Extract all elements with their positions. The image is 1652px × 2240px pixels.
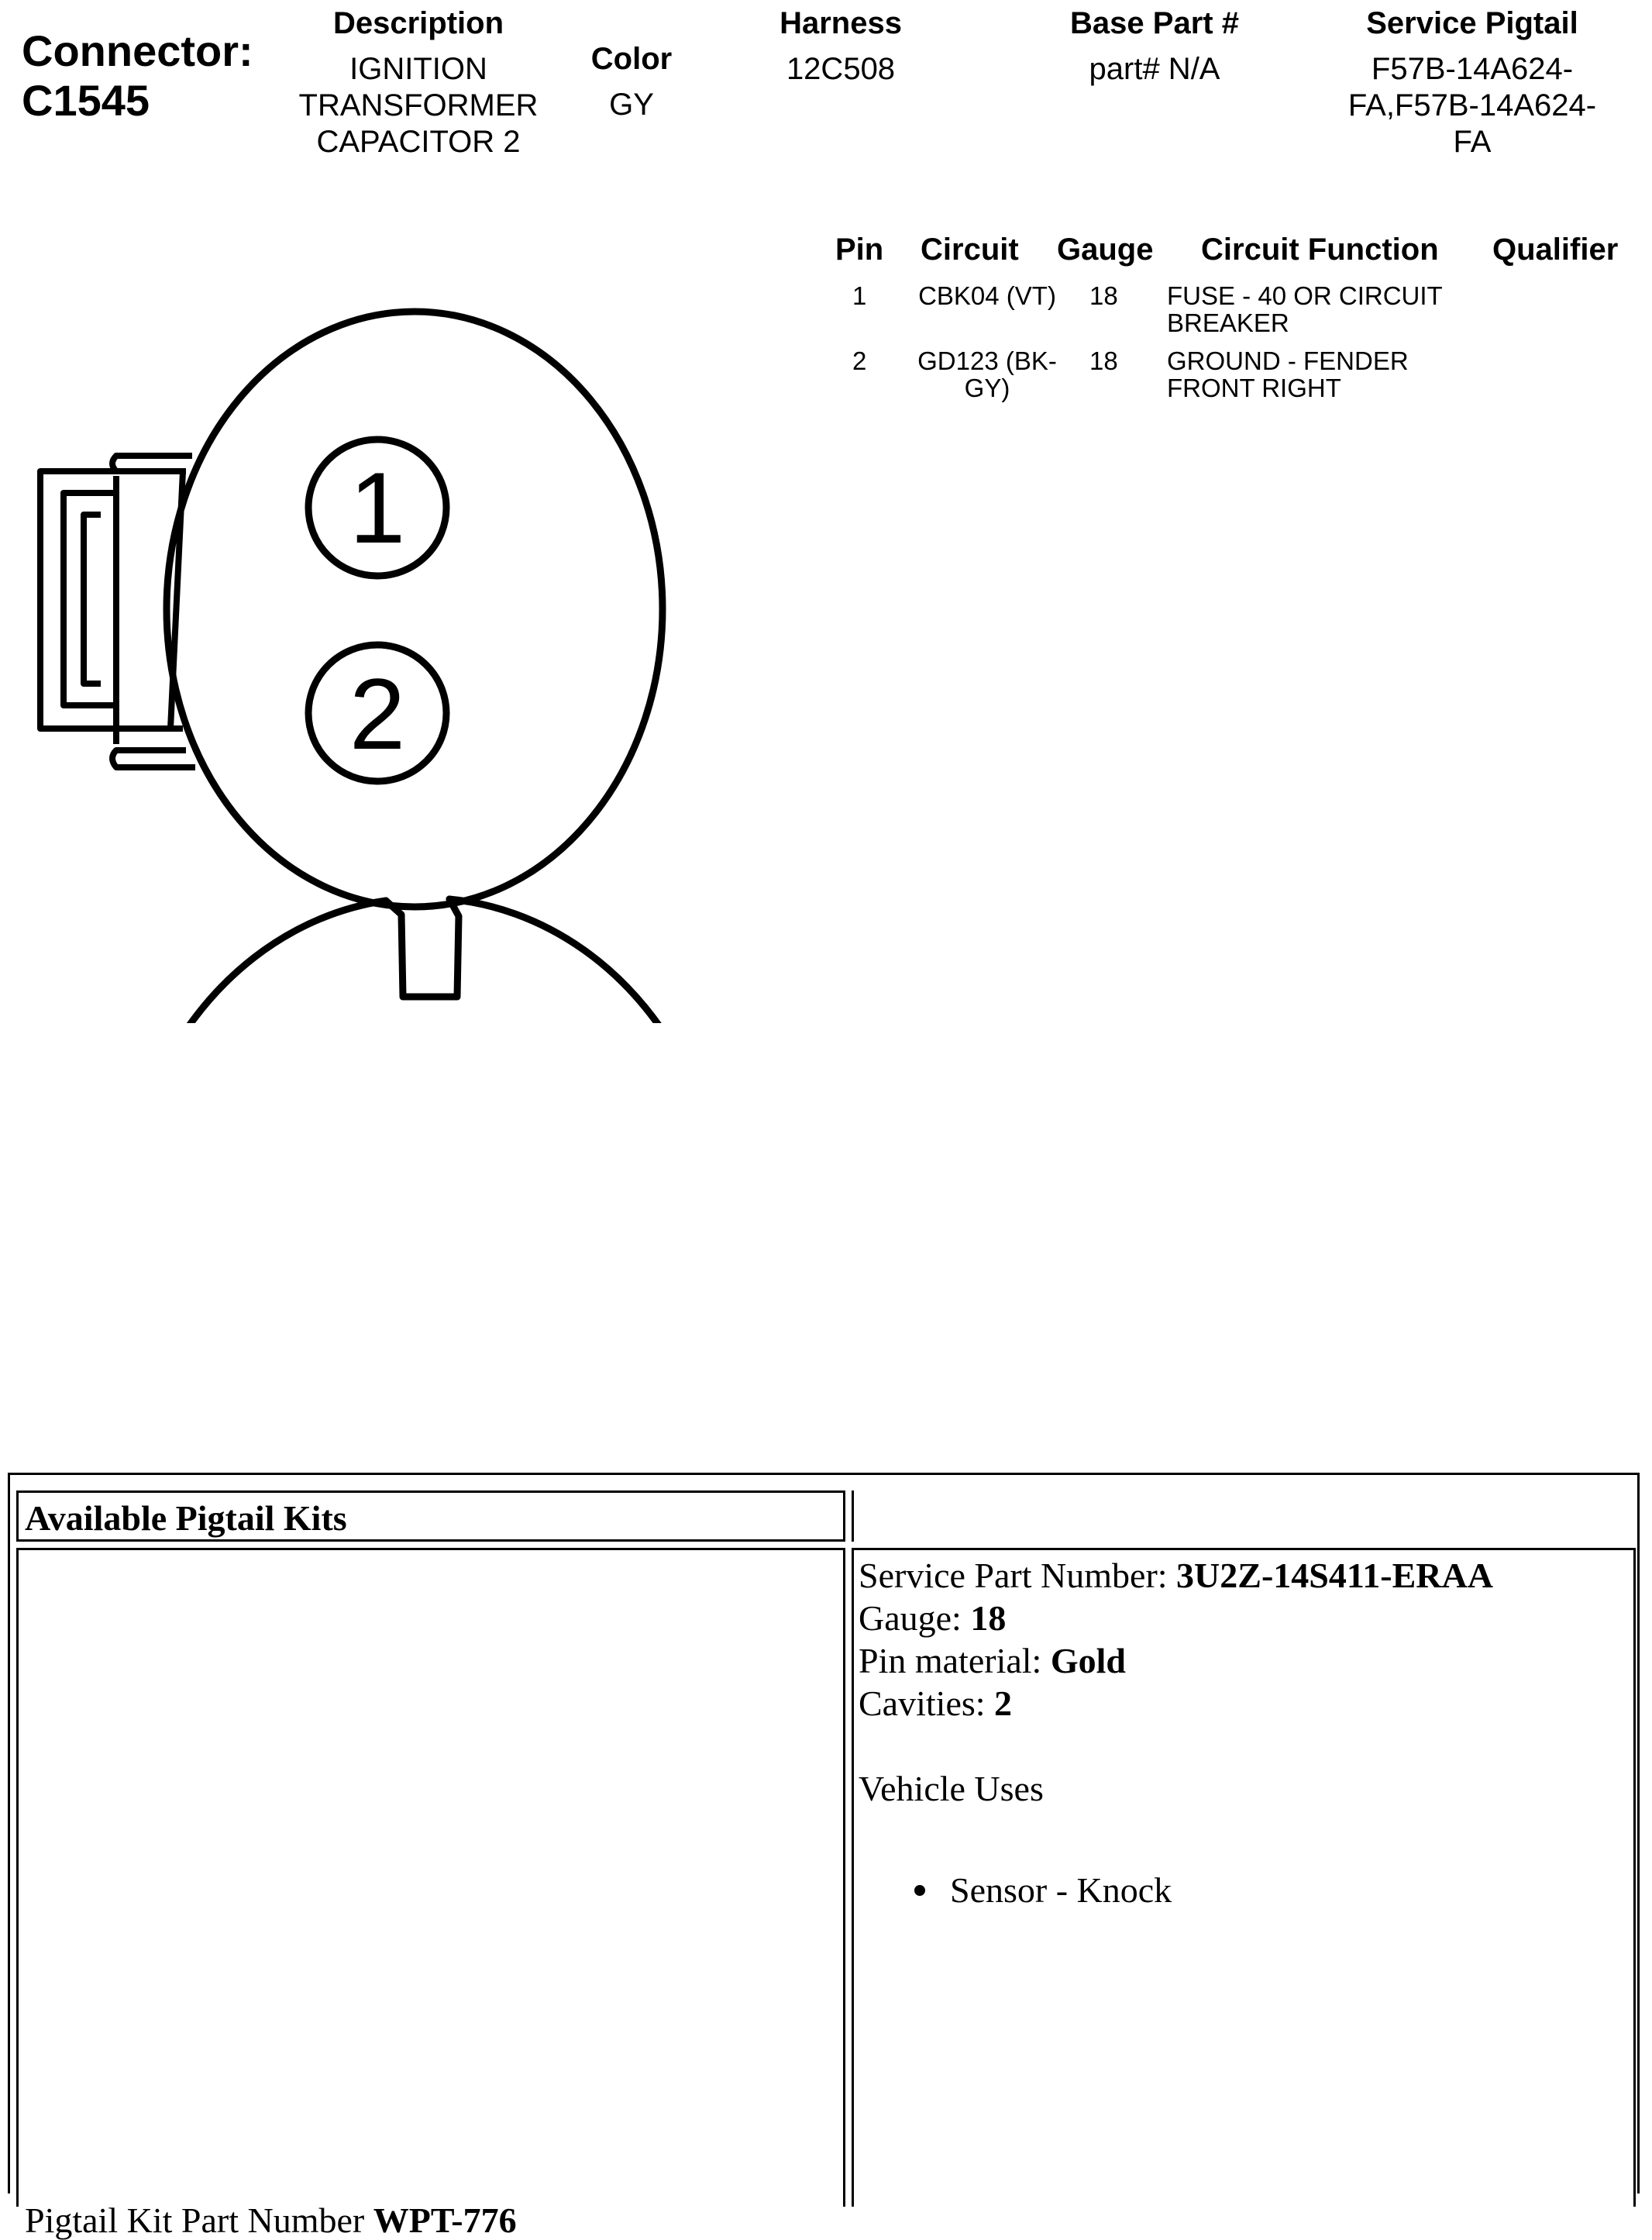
pin-cell: 1 [852,281,867,310]
cavities-label: Cavities: [859,1683,995,1723]
pin-material-label: Pin material: [859,1641,1051,1680]
pin-cavity-1 [308,439,446,576]
cavities-line [859,1684,1012,1723]
function-cell: GROUND - FENDER FRONT RIGHT [1167,346,1409,402]
function-cell: FUSE - 40 OR CIRCUIT BREAKER [1167,281,1443,337]
connector-latch [40,456,195,767]
gauge-value: 18 [970,1598,1007,1638]
description-value: IGNITION TRANSFORMER CAPACITOR 2 [298,52,539,159]
pin-1-label: 1 [349,451,406,564]
base-part-value: part# N/A [1089,52,1220,86]
circuit-cell: GD123 (BK- GY) [917,346,1057,402]
gauge-cell: 18 [1089,346,1118,375]
color-label: Color [590,42,673,76]
base-part-label: Base Part # [1070,6,1239,40]
pin-cavity-2 [308,645,446,781]
pin-column-header: Pin [835,233,884,267]
vehicle-uses-label: Vehicle Uses [859,1769,1044,1808]
pigtail-kit-info-cell [852,1548,1636,2207]
cavities-value: 2 [994,1683,1013,1723]
circuit-function-column-header: Circuit Function [1201,233,1439,267]
pigtail-kit-image-cell [16,1548,845,2240]
pin-2-label: 2 [349,657,406,770]
service-part-label: Service Part Number: [859,1556,1177,1595]
circuit-cell: CBK04 (VT) [918,281,1056,310]
pigtail-kits-header-spacer [852,1490,1636,1542]
gauge-label: Gauge: [859,1598,971,1638]
harness-value: 12C508 [786,52,896,86]
description-label: Description [332,6,504,40]
pigtail-kits-header-cell [16,1490,845,1542]
pigtail-kits-title: Available Pigtail Kits [25,1498,347,1538]
gauge-line [859,1599,1006,1638]
gauge-cell: 18 [1089,281,1118,310]
service-pigtail-value: F57B-14A624- FA,F57B-14A624- FA [1347,52,1597,159]
circuit-column-header: Circuit [921,233,1019,267]
service-pigtail-label: Service Pigtail [1366,6,1578,40]
pin-material-line [859,1642,1126,1680]
qualifier-column-header: Qualifier [1492,233,1619,267]
color-value: GY [609,88,654,122]
harness-label: Harness [780,6,902,40]
connector-shell [122,312,713,1023]
gauge-column-header: Gauge [1057,233,1154,267]
kit-part-value: WPT-776 [373,2200,517,2240]
service-part-number [859,1556,1493,1595]
connector-title [22,26,270,126]
service-part-value: 3U2Z-14S411-ERAA [1176,1556,1493,1595]
connector-label: Connector: C1545 [22,26,253,125]
bullet-icon [914,1885,925,1896]
pigtail-kit-part-number [25,2201,517,2240]
pin-material-value: Gold [1050,1641,1126,1680]
pin-cell: 2 [852,346,867,375]
connector-face-diagram [0,279,713,1023]
kit-part-label: Pigtail Kit Part Number [25,2200,373,2240]
pigtail-kits-table [8,1473,1640,2240]
list-item: Sensor - Knock [950,1870,1172,1910]
